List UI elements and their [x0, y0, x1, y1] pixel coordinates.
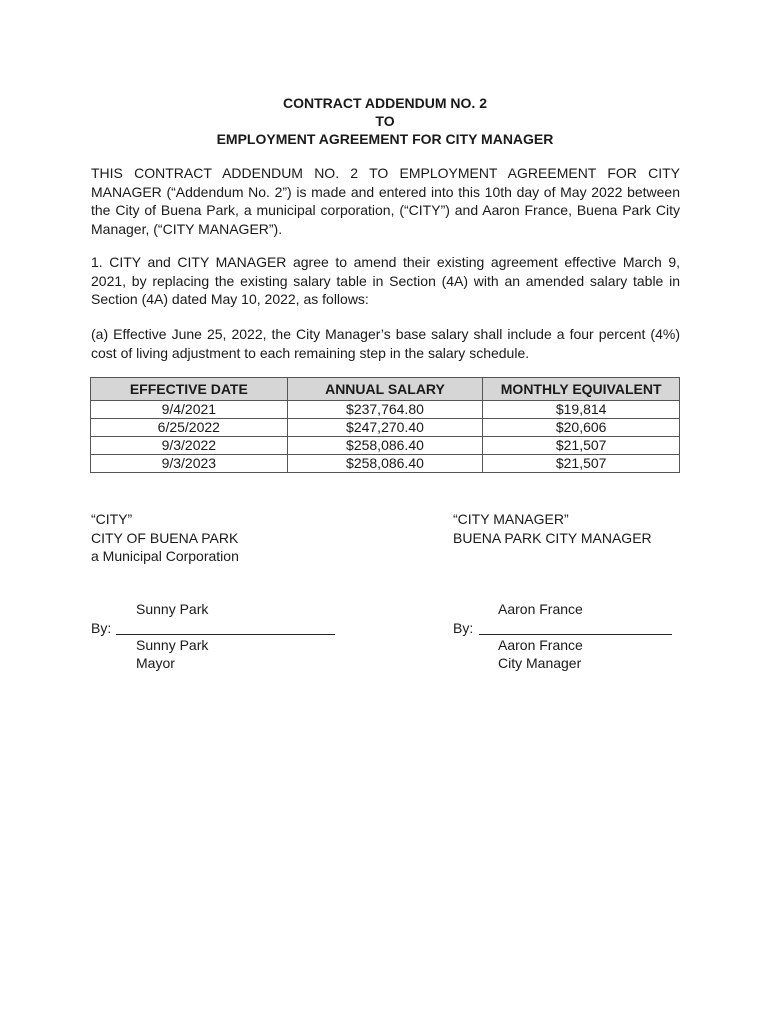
- monthly-equivalent-cell: $21,507: [483, 455, 680, 473]
- manager-signature: Aaron France: [498, 601, 583, 617]
- city-label: “CITY”: [91, 511, 133, 527]
- effective-date-cell: 9/3/2022: [91, 437, 288, 455]
- city-signer-name: Sunny Park: [136, 637, 209, 653]
- table-row: [91, 455, 680, 473]
- section-1-paragraph: 1. CITY and CITY MANAGER agree to amend their existing agreement effective March 9, 2021, by replacing the existing salary table in Section (4A) with an amended salary table in Section (4A) dated May 10, 2022, as follows:: [91, 254, 680, 307]
- city-party-block: [91, 510, 239, 566]
- monthly-equivalent-cell: $21,507: [483, 437, 680, 455]
- city-name: CITY OF BUENA PARK: [91, 529, 239, 546]
- effective-date-cell: 6/25/2022: [91, 419, 288, 437]
- city-by-label: By:: [91, 620, 112, 636]
- table-header-row: [91, 378, 680, 401]
- city-signature: Sunny Park: [136, 601, 209, 617]
- manager-party-block: [453, 510, 652, 547]
- manager-name: BUENA PARK CITY MANAGER: [453, 529, 652, 546]
- effective-date-cell: 9/3/2023: [91, 455, 288, 473]
- city-signer-block: [136, 636, 208, 672]
- table-row: [91, 419, 680, 437]
- intro-paragraph: THIS CONTRACT ADDENDUM NO. 2 TO EMPLOYMENT AGREEMENT FOR CITY MANAGER (“Addendum No. 2”) is made and entered into this 10th day of May 2022 between the City of Buena Park, a municipal corporation, (“CITY”) and Aaron France, Buena Park City Manager, (“CITY MANAGER”).: [91, 165, 680, 237]
- annual-salary-cell: $258,086.40: [287, 455, 483, 473]
- annual-salary-cell: $237,764.80: [287, 401, 483, 419]
- section-1a-paragraph: (a) Effective June 25, 2022, the City Manager’s base salary shall include a four percent (4%) cost of living adjustment to each remaining step in the salary schedule.: [91, 326, 680, 361]
- manager-signature-line: [479, 634, 672, 635]
- monthly-equivalent-cell: $20,606: [483, 419, 680, 437]
- header-annual-salary: ANNUAL SALARY: [287, 378, 483, 401]
- table-row: [91, 437, 680, 455]
- table-row: [91, 401, 680, 419]
- annual-salary-cell: $247,270.40: [287, 419, 483, 437]
- city-description: a Municipal Corporation: [91, 548, 239, 564]
- effective-date-cell: 9/4/2021: [91, 401, 288, 419]
- manager-label: “CITY MANAGER”: [453, 511, 569, 527]
- title-line-2: TO: [375, 113, 395, 129]
- manager-by-label: By:: [453, 620, 474, 636]
- salary-table: [90, 377, 680, 473]
- title-line-1: CONTRACT ADDENDUM NO. 2: [282, 95, 488, 111]
- header-effective-date: EFFECTIVE DATE: [91, 378, 288, 401]
- header-monthly-equivalent: MONTHLY EQUIVALENT: [483, 378, 680, 401]
- monthly-equivalent-cell: $19,814: [483, 401, 680, 419]
- title-line-3: EMPLOYMENT AGREEMENT FOR CITY MANAGER: [216, 131, 554, 147]
- manager-signer-name: Aaron France: [498, 637, 583, 653]
- annual-salary-cell: $258,086.40: [287, 437, 483, 455]
- manager-signer-title: City Manager: [498, 655, 582, 671]
- document-title: [0, 94, 770, 148]
- city-signature-line: [116, 634, 335, 635]
- manager-signer-block: [498, 636, 583, 672]
- city-signer-title: Mayor: [136, 655, 175, 671]
